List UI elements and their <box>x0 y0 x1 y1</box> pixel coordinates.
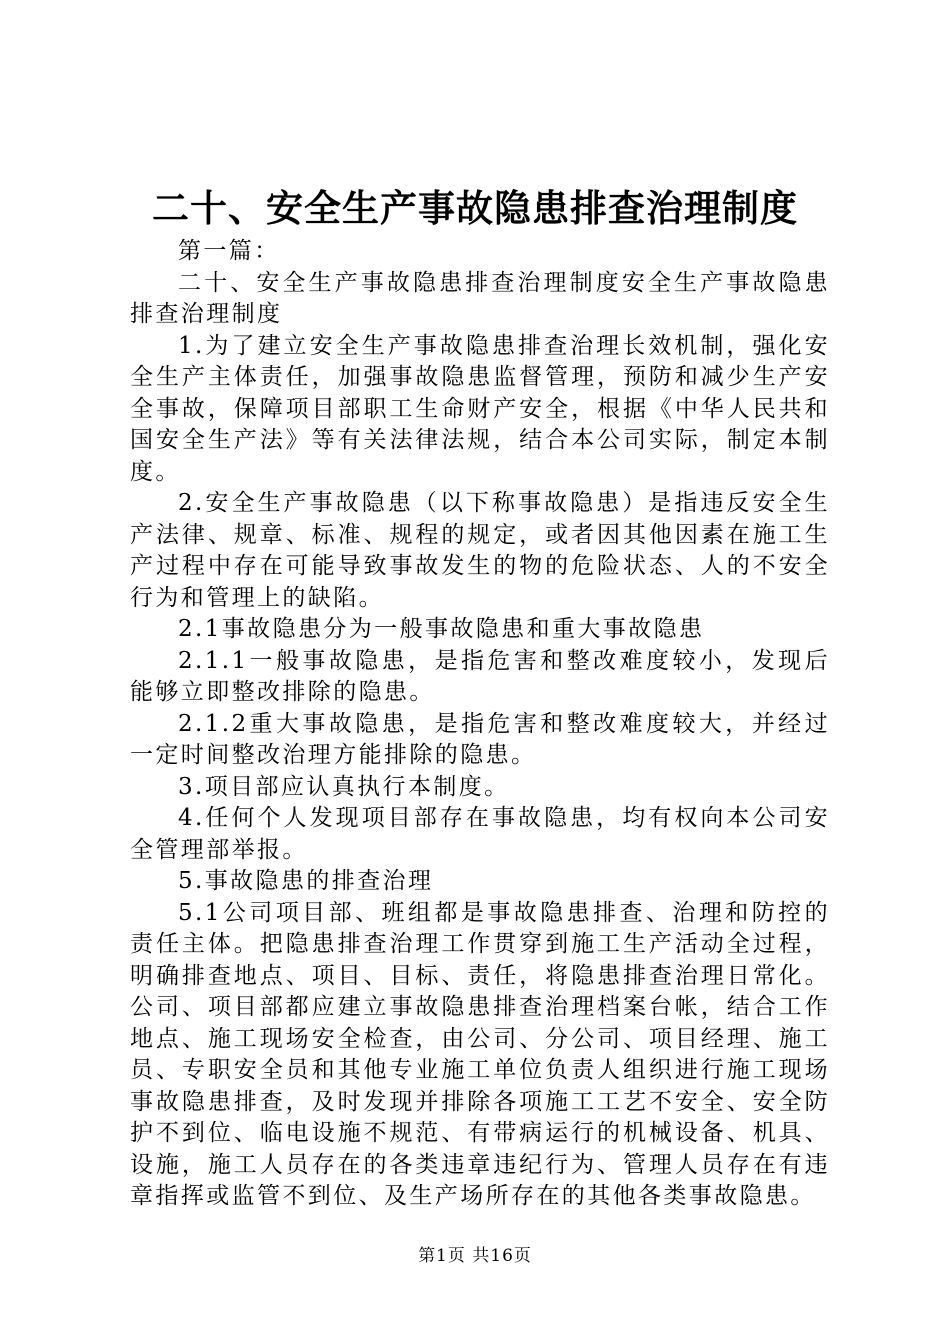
paragraph: 4.任何个人发现项目部存在事故隐患，均有权向本公司安全管理部举报。 <box>130 805 830 863</box>
document-title: 二十、安全生产事故隐患排查治理制度 <box>152 186 798 230</box>
paragraph: 1.为了建立安全生产事故隐患排查治理长效机制，强化安全生产主体责任，加强事故隐患监督管理，预防和减少生产安全事故，保障项目部职工生命财产安全，根据《中华人民共和国安全生产法》等有关法律法规，结合本公司实际，制定本制度。 <box>130 332 830 485</box>
paragraph: 2.1事故隐患分为一般事故隐患和重大事故隐患 <box>178 616 705 642</box>
section-heading: 第一篇： <box>178 238 280 264</box>
paragraph: 5.事故隐患的排查治理 <box>178 868 434 894</box>
paragraph: 2.安全生产事故隐患（以下称事故隐患）是指违反安全生产法律、规章、标准、规程的规定，或者因其他因素在施工生产过程中存在可能导致事故发生的物的危险状态、人的不安全行为和管理上的缺陷。 <box>130 490 830 611</box>
document-body <box>130 236 830 1213</box>
paragraph: 2.1.1一般事故隐患，是指危害和整改难度较小，发现后能够立即整改排除的隐患。 <box>130 647 830 705</box>
paragraph: 二十、安全生产事故隐患排查治理制度安全生产事故隐患排查治理制度 <box>130 269 830 327</box>
page-footer: 第1页 共16页 <box>418 1246 532 1266</box>
paragraph: 2.1.2重大事故隐患，是指危害和整改难度较大，并经过一定时间整改治理方能排除的隐患。 <box>130 710 830 768</box>
paragraph: 3.项目部应认真执行本制度。 <box>178 773 510 800</box>
paragraph: 5.1公司项目部、班组都是事故隐患排查、治理和防控的责任主体。把隐患排查治理工作贯穿到施工生产活动全过程，明确排查地点、项目、目标、责任，将隐患排查治理日常化。公司、项目部都应建立事故隐患排查治理档案台帐，结合工作地点、施工现场安全检查，由公司、分公司、项目经理、施工员、专职安全员和其他专业施工单位负责人组织进行施工现场事故隐患排查，及时发现并排除各项施工工艺不安全、安全防护不到位、临电设施不规范、有带病运行的机械设备、机具、设施，施工人员存在的各类违章违纪行为、管理人员存在有违章指挥或监管不到位、及生产场所存在的其他各类事故隐患。 <box>130 899 830 1209</box>
